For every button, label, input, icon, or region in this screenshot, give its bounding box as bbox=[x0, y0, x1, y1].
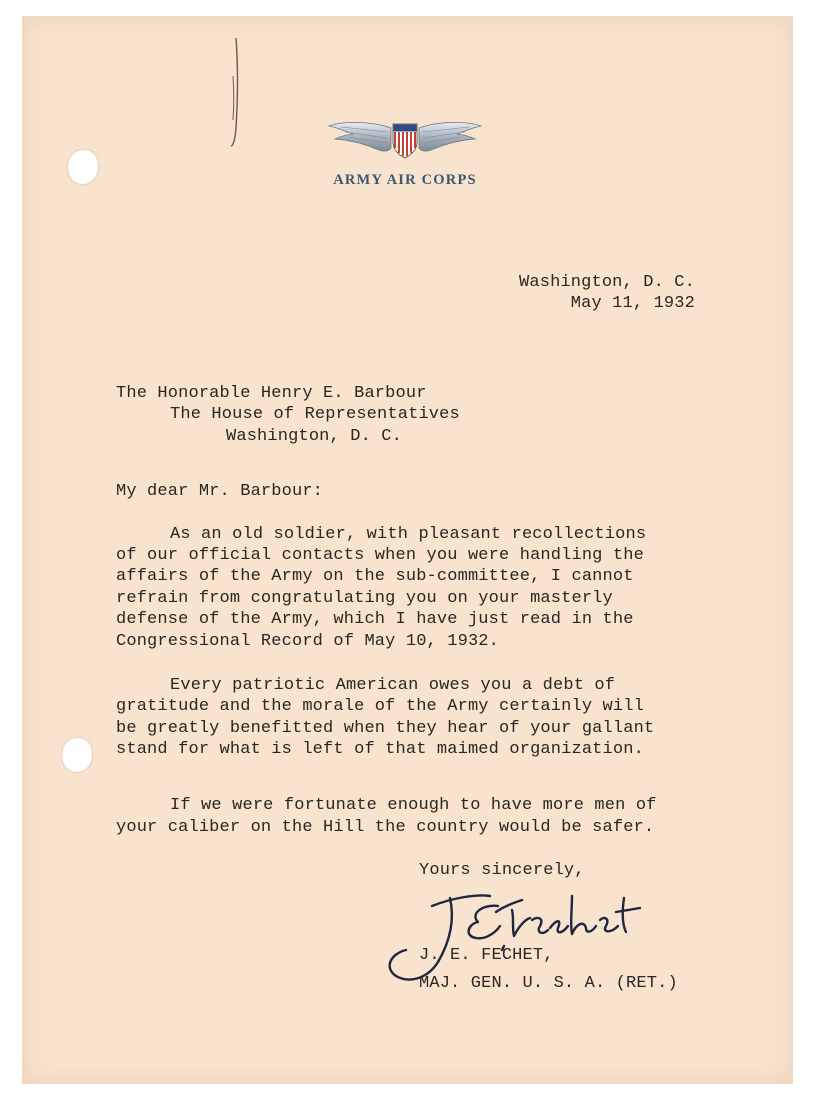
salutation: My dear Mr. Barbour: bbox=[116, 482, 324, 501]
dateline-place: Washington, D. C. bbox=[519, 273, 695, 292]
paragraph-line: be greatly benefitted when they hear of your gallant bbox=[116, 719, 655, 738]
paragraph-line: Congressional Record of May 10, 1932. bbox=[116, 632, 500, 651]
punch-hole-bottom bbox=[62, 738, 92, 772]
paragraph-line: As an old soldier, with pleasant recollections bbox=[170, 525, 647, 544]
signer-title: MAJ. GEN. U. S. A. (RET.) bbox=[419, 974, 678, 993]
paragraph-line: defense of the Army, which I have just read in the bbox=[116, 610, 634, 629]
dateline-date: May 11, 1932 bbox=[570, 294, 695, 313]
letterhead-title: ARMY AIR CORPS bbox=[333, 172, 477, 188]
paragraph-line: affairs of the Army on the sub-committee, I cannot bbox=[116, 567, 634, 586]
recipient-city: Washington, D. C. bbox=[226, 427, 402, 446]
letter-page bbox=[22, 16, 793, 1084]
signer-name: J. E. FECHET, bbox=[419, 946, 554, 965]
paragraph-line: Every patriotic American owes you a debt of bbox=[170, 676, 616, 695]
paragraph-line: of our official contacts when you were handling the bbox=[116, 546, 644, 565]
recipient-office: The House of Representatives bbox=[170, 405, 460, 424]
wings-shield-insignia-icon bbox=[327, 118, 483, 160]
paragraph-line: gratitude and the morale of the Army certainly will bbox=[116, 697, 644, 716]
recipient-name: The Honorable Henry E. Barbour bbox=[116, 384, 427, 403]
paragraph-line: your caliber on the Hill the country would be safer. bbox=[116, 818, 655, 837]
paragraph-line: If we were fortunate enough to have more men of bbox=[170, 796, 657, 815]
paper-clip-mark bbox=[230, 36, 240, 148]
paragraph-line: stand for what is left of that maimed organization. bbox=[116, 740, 644, 759]
closing: Yours sincerely, bbox=[419, 861, 585, 880]
paragraph-line: refrain from congratulating you on your masterly bbox=[116, 589, 613, 608]
